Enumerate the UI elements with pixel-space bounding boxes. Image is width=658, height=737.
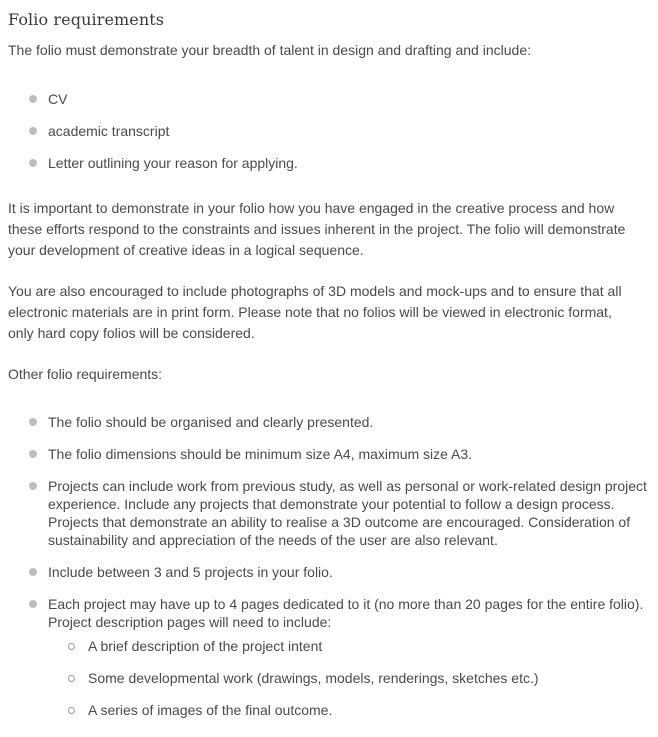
sub-list-item — [48, 701, 648, 719]
other-requirements-label: Other folio requirements: — [8, 366, 163, 382]
list-item — [8, 413, 648, 431]
circle-bullet-icon — [68, 675, 75, 682]
list-item-text: Letter outlining your reason for applying. — [48, 155, 298, 171]
include-list — [8, 90, 648, 172]
list-item — [8, 477, 648, 549]
sub-list-item-text: A brief description of the project intent — [88, 638, 323, 654]
sub-list-item-text: A series of images of the final outcome. — [88, 702, 333, 718]
sub-list-item — [48, 669, 648, 687]
intro-text: The folio must demonstrate your breadth of talent in design and drafting and include: — [8, 42, 531, 58]
section-heading: Folio requirements — [8, 10, 165, 29]
photos-paragraph: You are also encouraged to include photographs of 3D models and mock-ups and to ensure that all electronic materials are in print form. Please note that no folios will be viewed in electronic format, only hard copy folios will be considered. — [8, 283, 622, 341]
bullet-icon — [29, 482, 37, 490]
list-item — [8, 595, 648, 719]
circle-bullet-icon — [68, 643, 75, 650]
other-requirements-list — [8, 413, 648, 733]
sub-list-item — [48, 637, 648, 655]
list-item-text: The folio dimensions should be minimum size A4, maximum size A3. — [48, 446, 473, 462]
circle-bullet-icon — [68, 707, 75, 714]
list-item — [8, 90, 648, 108]
bullet-icon — [29, 600, 37, 608]
bullet-icon — [29, 95, 37, 103]
project-pages-sublist — [48, 637, 648, 719]
bullet-icon — [29, 159, 37, 167]
list-item-text: The folio should be organised and clearly presented. — [48, 414, 374, 430]
process-paragraph: It is important to demonstrate in your folio how you have engaged in the creative process and how these efforts respond to the constraints and issues inherent in the project. The folio will demonstrate your development of creative ideas in a logical sequence. — [8, 200, 626, 258]
bullet-icon — [29, 127, 37, 135]
list-item — [8, 445, 648, 463]
list-item-text: Each project may have up to 4 pages dedicated to it (no more than 20 pages for the entire folio). Project description pages will need to include: — [48, 596, 644, 630]
list-item-text: Include between 3 and 5 projects in your folio. — [48, 564, 333, 580]
list-item — [8, 122, 648, 140]
list-item-text: CV — [48, 91, 68, 107]
bullet-icon — [29, 418, 37, 426]
list-item-text: academic transcript — [48, 123, 170, 139]
list-item — [8, 154, 648, 172]
list-item-text: Projects can include work from previous study, as well as personal or work-related design project experience. Include any projects that demonstrate your potential to follow a design process. Projects that demonstrate an ability to realise a 3D outcome are encouraged. Consideration of sustainability and appreciation of the needs of the user are also relevant. — [48, 478, 647, 548]
bullet-icon — [29, 450, 37, 458]
bullet-icon — [29, 568, 37, 576]
sub-list-item-text: Some developmental work (drawings, models, renderings, sketches etc.) — [88, 670, 539, 686]
list-item — [8, 563, 648, 581]
